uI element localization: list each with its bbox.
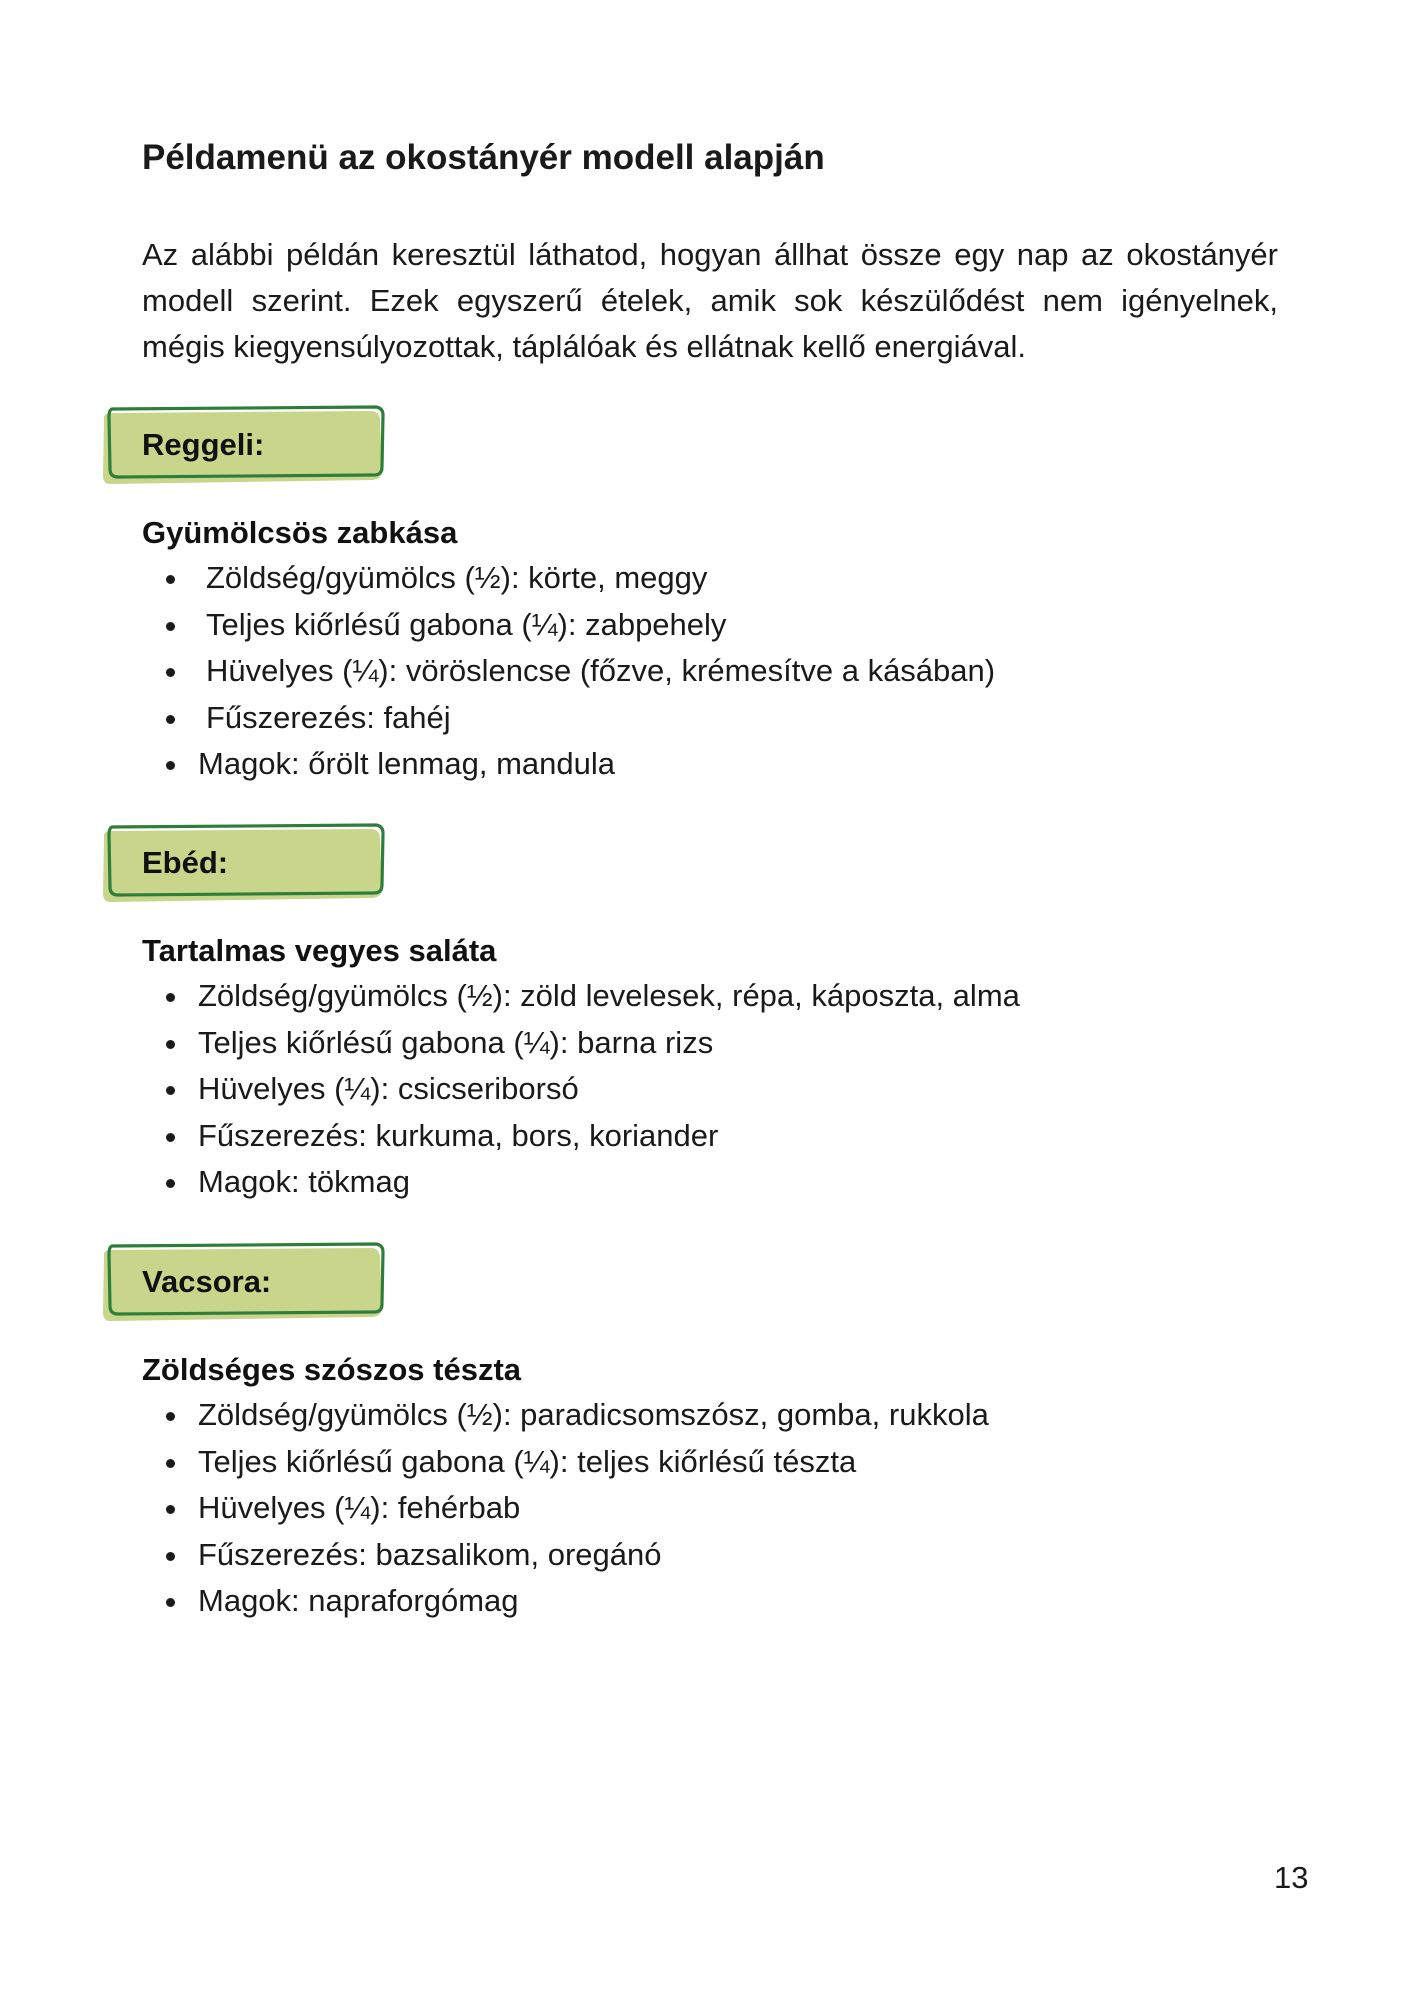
intro-paragraph: Az alábbi példán keresztül láthatod, hogyan állhat össze egy nap az okostányér modell szerint. Ezek egyszerű ételek, amik sok készülődést nem igényelnek, mégis kiegyensúlyozottak, táplálóak és ellátnak kellő energiával.: [142, 237, 1278, 364]
ingredient-item: Magok: őrölt lenmag, mandula: [142, 741, 995, 788]
ingredient-item: Fűszerezés: kurkuma, bors, koriander: [142, 1113, 1020, 1160]
dish-title: Zöldséges szószos tészta: [142, 1352, 522, 1387]
meal-label-badge: [100, 823, 385, 905]
ingredient-list: [142, 973, 1020, 1206]
page-number: 13: [1274, 1860, 1309, 1895]
dish-title: Gyümölcsös zabkása: [142, 515, 458, 550]
meal-label: Ebéd:: [142, 845, 229, 880]
meal-label: Vacsora:: [142, 1264, 272, 1299]
ingredient-item: Hüvelyes (¼): fehérbab: [142, 1485, 989, 1532]
ingredient-item: Hüvelyes (¼): csicseriborsó: [142, 1066, 1020, 1113]
page-title: Példamenü az okostányér modell alapján: [142, 138, 825, 177]
ingredient-item: Magok: napraforgómag: [142, 1578, 989, 1625]
meal-label-badge: [100, 1242, 385, 1324]
meal-section-dinner: [100, 1242, 1300, 1618]
ingredient-list: [142, 1392, 989, 1625]
meal-section-breakfast: [100, 405, 1300, 781]
ingredient-item: Hüvelyes (¼): vöröslencse (főzve, krémesítve a kásában): [142, 648, 995, 695]
ingredient-item: Teljes kiőrlésű gabona (¼): zabpehely: [142, 602, 995, 649]
ingredient-item: Magok: tökmag: [142, 1159, 1020, 1206]
ingredient-item: Zöldség/gyümölcs (½): körte, meggy: [142, 555, 995, 602]
ingredient-item: Zöldség/gyümölcs (½): paradicsomszósz, gomba, rukkola: [142, 1392, 989, 1439]
ingredient-list: [142, 555, 995, 788]
dish-title: Tartalmas vegyes saláta: [142, 933, 497, 968]
meal-label-badge: [100, 405, 385, 487]
ingredient-item: Teljes kiőrlésű gabona (¼): teljes kiőrlésű tészta: [142, 1439, 989, 1486]
ingredient-item: Fűszerezés: fahéj: [142, 695, 995, 742]
ingredient-item: Teljes kiőrlésű gabona (¼): barna rizs: [142, 1020, 1020, 1067]
ingredient-item: Zöldség/gyümölcs (½): zöld levelesek, répa, káposzta, alma: [142, 973, 1020, 1020]
ingredient-item: Fűszerezés: bazsalikom, oregánó: [142, 1532, 989, 1579]
meal-section-lunch: [100, 823, 1300, 1199]
meal-label: Reggeli:: [142, 427, 265, 462]
